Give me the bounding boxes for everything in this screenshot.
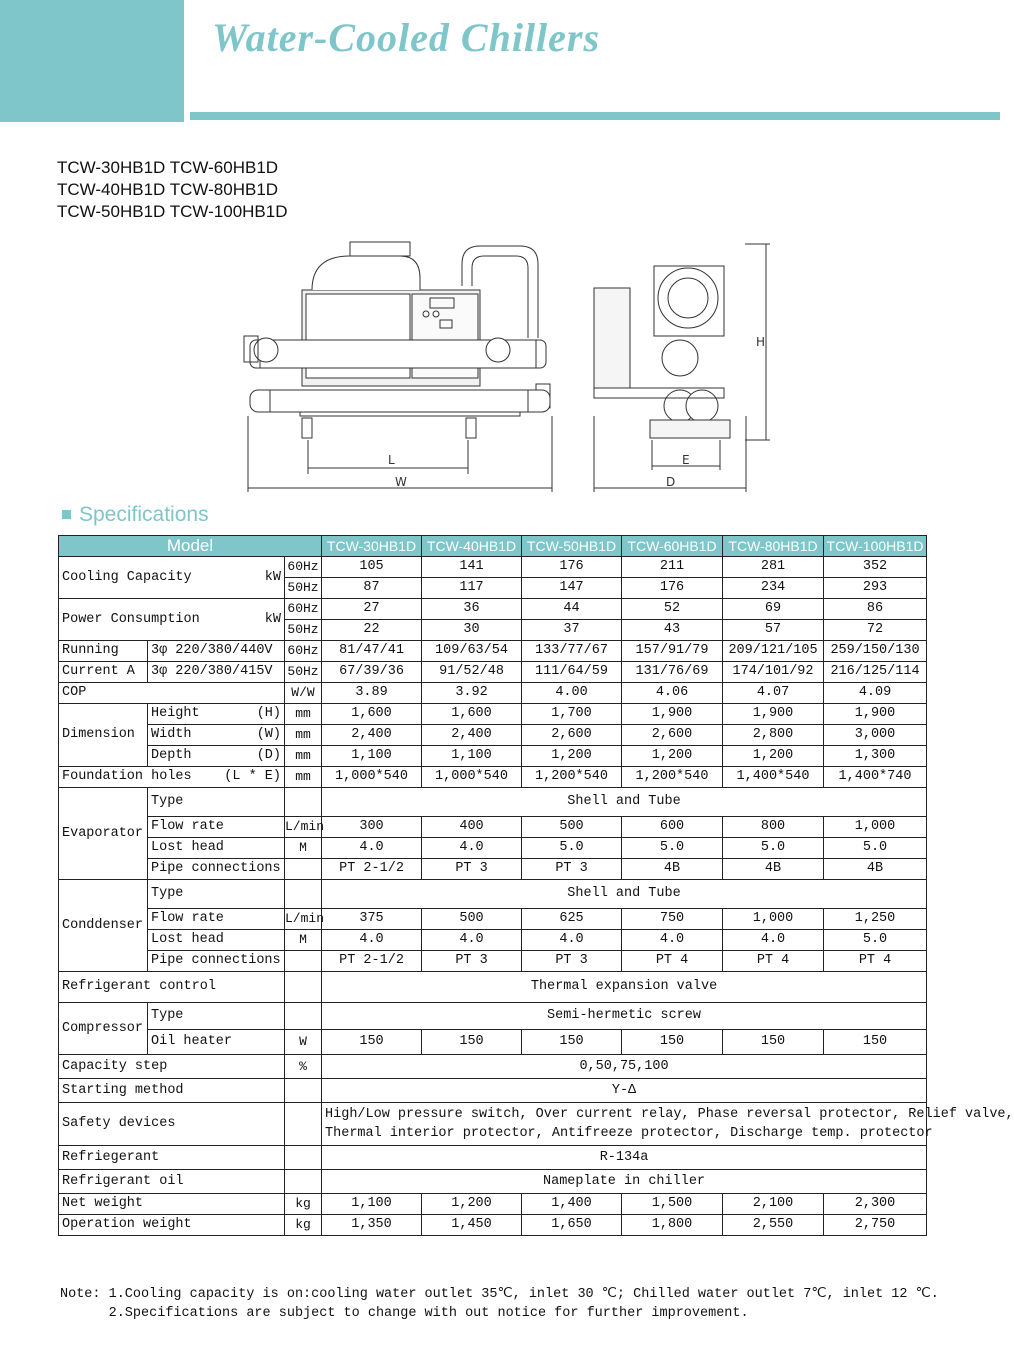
- unit-cell: [285, 1146, 322, 1170]
- value-cell: Semi-hermetic screw: [322, 1003, 927, 1030]
- header-rule: [190, 112, 1000, 120]
- value-cell: 1,900: [622, 704, 723, 725]
- value-cell: 4.07: [723, 683, 824, 704]
- value-cell: 2,750: [824, 1215, 927, 1236]
- table-row: [59, 859, 927, 880]
- value-cell: PT 2-1/2: [322, 951, 422, 972]
- value-cell: 43: [622, 620, 723, 641]
- unit-cell: M: [285, 838, 322, 859]
- chiller-drawing: [240, 238, 780, 498]
- freq-cell: 50Hz: [285, 662, 322, 683]
- value-cell: 109/63/54: [422, 641, 522, 662]
- value-cell: Thermal expansion valve: [322, 972, 927, 1003]
- unit-cell: [285, 972, 322, 1003]
- value-cell: 176: [522, 557, 622, 578]
- model-col: TCW-60HB1D: [622, 536, 723, 557]
- model-list-line: TCW-50HB1D TCW-100HB1D: [57, 202, 288, 221]
- row-label: Refrigerant control: [59, 972, 285, 1003]
- value-cell: 1,900: [824, 704, 927, 725]
- value-cell: 1,600: [322, 704, 422, 725]
- freq-cell: 60Hz: [285, 599, 322, 620]
- row-label: Refrigerant oil: [59, 1170, 285, 1194]
- unit-cell: [285, 951, 322, 972]
- value-cell: PT 3: [522, 859, 622, 880]
- value-cell: 3.92: [422, 683, 522, 704]
- footnote-line: 2.Specifications are subject to change with out notice for further improvement.: [60, 1306, 749, 1321]
- value-cell: 3.89: [322, 683, 422, 704]
- unit-cell: kg: [285, 1194, 322, 1215]
- value-cell: 69: [723, 599, 824, 620]
- unit-cell: mm: [285, 704, 322, 725]
- row-label: Operation weight: [59, 1215, 285, 1236]
- bullet-square-icon: [62, 510, 71, 519]
- dim-label-w: W: [395, 475, 407, 489]
- table-row: [59, 1215, 927, 1236]
- value-cell: 5.0: [522, 838, 622, 859]
- value-cell: PT 3: [422, 859, 522, 880]
- sub-label: Flow rate: [148, 909, 285, 930]
- value-cell: PT 2-1/2: [322, 859, 422, 880]
- value-cell: 1,100: [322, 1194, 422, 1215]
- value-cell: 216/125/114: [824, 662, 927, 683]
- value-cell: 67/39/36: [322, 662, 422, 683]
- table-row: [59, 1103, 927, 1146]
- value-cell: 1,300: [824, 746, 927, 767]
- model-list: [57, 157, 288, 223]
- sub-label: Flow rate: [148, 817, 285, 838]
- value-cell: 150: [622, 1030, 723, 1055]
- value-cell: 72: [824, 620, 927, 641]
- freq-cell: 50Hz: [285, 620, 322, 641]
- value-cell: R-134a: [322, 1146, 927, 1170]
- row-label: COP: [59, 683, 285, 704]
- sub-label: Oil heater: [148, 1030, 285, 1055]
- table-row: [59, 725, 927, 746]
- unit-cell: mm: [285, 746, 322, 767]
- sub-label: Type: [148, 1003, 285, 1030]
- unit-cell: [285, 859, 322, 880]
- footnote: [60, 1285, 939, 1323]
- table-row: [59, 788, 927, 817]
- unit-cell: L/min: [285, 909, 322, 930]
- row-label: Refriegerant: [59, 1146, 285, 1170]
- model-list-line: TCW-30HB1D TCW-60HB1D: [57, 158, 279, 177]
- value-cell: 52: [622, 599, 723, 620]
- value-cell: 147: [522, 578, 622, 599]
- table-row: [59, 641, 927, 662]
- unit-cell: [285, 1170, 322, 1194]
- value-cell: 5.0: [723, 838, 824, 859]
- value-cell: 1,650: [522, 1215, 622, 1236]
- table-row: [59, 746, 927, 767]
- value-cell: 1,200*540: [622, 767, 723, 788]
- value-cell: 1,500: [622, 1194, 723, 1215]
- row-label: Running: [59, 641, 148, 662]
- value-cell: 3,000: [824, 725, 927, 746]
- row-label: Starting method: [59, 1079, 285, 1103]
- value-cell: 150: [723, 1030, 824, 1055]
- value-cell: 600: [622, 817, 723, 838]
- value-cell: 2,550: [723, 1215, 824, 1236]
- table-header-row: [59, 536, 927, 557]
- value-cell: PT 4: [622, 951, 723, 972]
- unit-cell: mm: [285, 725, 322, 746]
- table-row: [59, 557, 927, 578]
- value-cell: 4.0: [422, 838, 522, 859]
- value-cell: 1,200: [622, 746, 723, 767]
- row-label: Compressor: [59, 1003, 148, 1055]
- table-row: [59, 1079, 927, 1103]
- value-cell: PT 3: [422, 951, 522, 972]
- value-cell: 1,100: [322, 746, 422, 767]
- table-row: [59, 880, 927, 909]
- sub-label: Type: [148, 788, 285, 817]
- row-label: Foundation holes (L * E): [59, 767, 285, 788]
- model-col: TCW-80HB1D: [723, 536, 824, 557]
- value-cell: 1,600: [422, 704, 522, 725]
- table-row: [59, 704, 927, 725]
- value-cell: 1,200*540: [522, 767, 622, 788]
- value-cell: 150: [422, 1030, 522, 1055]
- value-cell: 133/77/67: [522, 641, 622, 662]
- freq-cell: 50Hz: [285, 578, 322, 599]
- value-cell: Shell and Tube: [322, 788, 927, 817]
- value-cell: 150: [824, 1030, 927, 1055]
- sub-label: Depth (D): [148, 746, 285, 767]
- value-cell: 174/101/92: [723, 662, 824, 683]
- value-cell: 1,800: [622, 1215, 723, 1236]
- unit-cell: %: [285, 1055, 322, 1079]
- value-cell: 1,350: [322, 1215, 422, 1236]
- value-cell: 2,800: [723, 725, 824, 746]
- value-cell: 1,400*540: [723, 767, 824, 788]
- model-col: TCW-100HB1D: [824, 536, 927, 557]
- table-row: [59, 1170, 927, 1194]
- value-cell: 111/64/59: [522, 662, 622, 683]
- table-row: [59, 767, 927, 788]
- unit-cell: [285, 1003, 322, 1030]
- value-cell: 1,900: [723, 704, 824, 725]
- sub-label: 3φ 220/380/415V: [148, 662, 285, 683]
- value-cell: 2,600: [622, 725, 723, 746]
- value-cell: 0,50,75,100: [322, 1055, 927, 1079]
- unit-cell: [285, 880, 322, 909]
- dim-label-e: E: [682, 453, 690, 467]
- value-cell: 500: [522, 817, 622, 838]
- table-row: [59, 1003, 927, 1030]
- row-label: Net weight: [59, 1194, 285, 1215]
- value-cell: 211: [622, 557, 723, 578]
- value-cell: 800: [723, 817, 824, 838]
- row-label: Evaporator: [59, 788, 148, 880]
- table-row: [59, 683, 927, 704]
- value-cell: 4.06: [622, 683, 723, 704]
- value-cell: 4.0: [622, 930, 723, 951]
- value-cell: 209/121/105: [723, 641, 824, 662]
- value-cell: 2,400: [422, 725, 522, 746]
- value-cell: 300: [322, 817, 422, 838]
- header-color-block: [0, 0, 184, 122]
- value-cell: Y-Δ: [322, 1079, 927, 1103]
- row-label: Current A: [59, 662, 148, 683]
- table-row: [59, 1030, 927, 1055]
- sub-label: Height (H): [148, 704, 285, 725]
- value-cell: 1,400: [522, 1194, 622, 1215]
- value-cell: Shell and Tube: [322, 880, 927, 909]
- model-col: TCW-40HB1D: [422, 536, 522, 557]
- table-row: [59, 662, 927, 683]
- unit-cell: mm: [285, 767, 322, 788]
- value-cell: 1,450: [422, 1215, 522, 1236]
- value-cell: 1,700: [522, 704, 622, 725]
- table-row: [59, 1146, 927, 1170]
- unit-cell: L/min: [285, 817, 322, 838]
- sub-label: 3φ 220/380/440V: [148, 641, 285, 662]
- model-col: TCW-50HB1D: [522, 536, 622, 557]
- value-cell: 293: [824, 578, 927, 599]
- value-cell: 500: [422, 909, 522, 930]
- value-cell: 4.00: [522, 683, 622, 704]
- value-cell: 176: [622, 578, 723, 599]
- dim-label-l: L: [388, 453, 395, 467]
- value-cell: 4B: [824, 859, 927, 880]
- sub-label: Width (W): [148, 725, 285, 746]
- value-cell: 1,200: [422, 1194, 522, 1215]
- sub-label: Lost head: [148, 930, 285, 951]
- unit-cell: kg: [285, 1215, 322, 1236]
- value-cell: 37: [522, 620, 622, 641]
- value-cell: 1,000: [824, 817, 927, 838]
- value-cell: 36: [422, 599, 522, 620]
- table-row: [59, 817, 927, 838]
- value-cell: 4.0: [422, 930, 522, 951]
- unit-cell: W: [285, 1030, 322, 1055]
- row-label: Capacity step: [59, 1055, 285, 1079]
- value-cell: 86: [824, 599, 927, 620]
- sub-label: Type: [148, 880, 285, 909]
- specifications-heading: [62, 503, 209, 527]
- value-cell: 4.0: [723, 930, 824, 951]
- specifications-title: Specifications: [79, 503, 209, 526]
- value-cell: 2,400: [322, 725, 422, 746]
- value-cell: 4.0: [322, 930, 422, 951]
- value-cell: 1,400*740: [824, 767, 927, 788]
- row-label: Power Consumption kW: [59, 599, 285, 641]
- unit-cell: W/W: [285, 683, 322, 704]
- freq-cell: 60Hz: [285, 641, 322, 662]
- value-cell: 150: [322, 1030, 422, 1055]
- value-cell: 1,100: [422, 746, 522, 767]
- dim-label-h: H: [756, 335, 766, 349]
- value-cell: 91/52/48: [422, 662, 522, 683]
- table-row: [59, 909, 927, 930]
- value-cell: 625: [522, 909, 622, 930]
- value-cell: 157/91/79: [622, 641, 723, 662]
- value-cell: High/Low pressure switch, Over current relay, Phase reversal protector, Relief valve, Thermal interior protector, Antifreeze protector, Discharge temp. protector: [322, 1103, 927, 1146]
- row-label: Cooling Capacity kW: [59, 557, 285, 599]
- table-row: [59, 930, 927, 951]
- value-cell: PT 4: [723, 951, 824, 972]
- spec-table: [58, 535, 1014, 1236]
- table-row: [59, 838, 927, 859]
- model-header: Model: [59, 536, 322, 557]
- row-label: Safety devices: [59, 1103, 285, 1146]
- unit-cell: [285, 788, 322, 817]
- value-cell: 141: [422, 557, 522, 578]
- value-cell: 1,250: [824, 909, 927, 930]
- value-cell: 400: [422, 817, 522, 838]
- value-cell: 2,100: [723, 1194, 824, 1215]
- sub-label: Pipe connections: [148, 859, 285, 880]
- row-label: Conddenser: [59, 880, 148, 972]
- value-cell: Nameplate in chiller: [322, 1170, 927, 1194]
- footnote-line: Note: 1.Cooling capacity is on:cooling water outlet 35℃, inlet 30 ℃; Chilled water outlet 7℃, inlet 12 ℃.: [60, 1287, 939, 1302]
- table-row: [59, 1194, 927, 1215]
- value-cell: 117: [422, 578, 522, 599]
- table-row: [59, 951, 927, 972]
- value-cell: 81/47/41: [322, 641, 422, 662]
- value-cell: 1,000*540: [422, 767, 522, 788]
- model-list-line: TCW-40HB1D TCW-80HB1D: [57, 180, 279, 199]
- value-cell: 281: [723, 557, 824, 578]
- value-cell: 4B: [723, 859, 824, 880]
- table-row: [59, 972, 927, 1003]
- value-cell: 352: [824, 557, 927, 578]
- unit-cell: M: [285, 930, 322, 951]
- value-cell: 57: [723, 620, 824, 641]
- value-cell: 1,000*540: [322, 767, 422, 788]
- value-cell: 30: [422, 620, 522, 641]
- freq-cell: 60Hz: [285, 557, 322, 578]
- sub-label: Pipe connections: [148, 951, 285, 972]
- value-cell: 4B: [622, 859, 723, 880]
- value-cell: 1,000: [723, 909, 824, 930]
- value-cell: 4.0: [522, 930, 622, 951]
- value-cell: 150: [522, 1030, 622, 1055]
- value-cell: 2,600: [522, 725, 622, 746]
- value-cell: 375: [322, 909, 422, 930]
- value-cell: 131/76/69: [622, 662, 723, 683]
- table-row: [59, 599, 927, 620]
- value-cell: 44: [522, 599, 622, 620]
- value-cell: 234: [723, 578, 824, 599]
- value-cell: 5.0: [824, 838, 927, 859]
- value-cell: 105: [322, 557, 422, 578]
- page-title: Water-Cooled Chillers: [212, 15, 601, 60]
- value-cell: PT 4: [824, 951, 927, 972]
- value-cell: 750: [622, 909, 723, 930]
- sub-label: Lost head: [148, 838, 285, 859]
- value-cell: 27: [322, 599, 422, 620]
- unit-cell: [285, 1103, 322, 1146]
- value-cell: 22: [322, 620, 422, 641]
- value-cell: 4.0: [322, 838, 422, 859]
- value-cell: 87: [322, 578, 422, 599]
- value-cell: PT 3: [522, 951, 622, 972]
- table-row: [59, 1055, 927, 1079]
- value-cell: 1,200: [522, 746, 622, 767]
- value-cell: 259/150/130: [824, 641, 927, 662]
- value-cell: 4.09: [824, 683, 927, 704]
- value-cell: 1,200: [723, 746, 824, 767]
- value-cell: 5.0: [622, 838, 723, 859]
- unit-cell: [285, 1079, 322, 1103]
- row-label: Dimension: [59, 704, 148, 767]
- model-col: TCW-30HB1D: [322, 536, 422, 557]
- value-cell: 5.0: [824, 930, 927, 951]
- value-cell: 2,300: [824, 1194, 927, 1215]
- dim-label-d: D: [666, 475, 676, 489]
